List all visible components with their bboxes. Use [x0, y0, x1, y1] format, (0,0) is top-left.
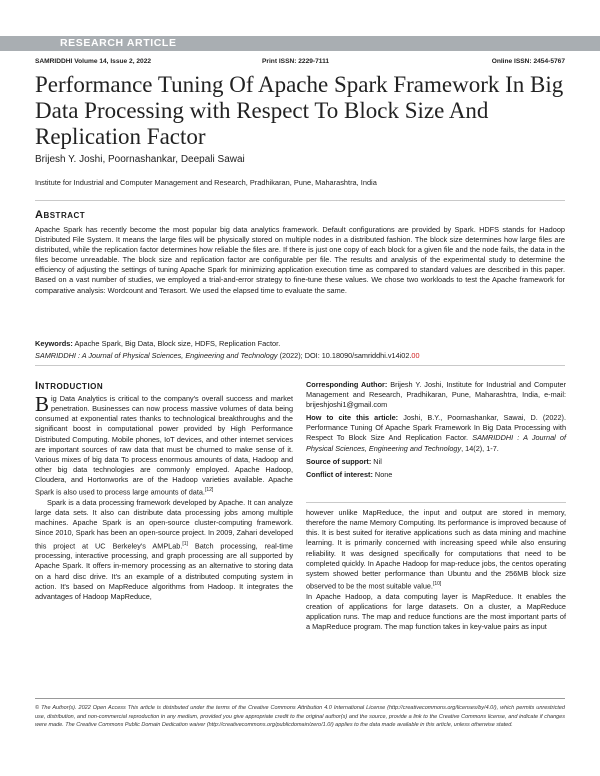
online-issn: Online ISSN: 2454-5767: [491, 58, 565, 65]
how-to-cite: How to cite this article: Joshi, B.Y., Poornashankar, Sawai, D. (2022). Performance Tuning Of Apache Spark Framework In Big Data Processing with Respect To Block Size And Replication Factor. SAMRIDDHI : A Journal of Physical Sciences, Engineering and Technology, 14(2), 1-7.: [306, 413, 566, 453]
author-list: Brijesh Y. Joshi, Poornashankar, Deepali Sawai: [35, 154, 245, 165]
divider-info: [306, 502, 566, 503]
abstract-citation: [35, 351, 565, 361]
paper-title: Performance Tuning Of Apache Spark Framework In Big Data Processing with Respect To Block Size And Replication Factor: [35, 72, 564, 149]
ref-12[interactable]: [12]: [204, 487, 214, 494]
ref-1[interactable]: [1]: [182, 540, 188, 547]
right-paragraph-1: however unlike MapReduce, the input and output are stored in memory, therefore the name Memory Computing. Its performance is improved because of this. It is best suited for iterative applications such as data mining and machine learning. It is primarily concerned with increasing speed while also ensuring reliability. It was designed specifically for computations that need to be completed quickly. In Apache Hadoop for map-reduce jobs, the centos operating system showed better performance than Ubuntu and the 256MB block size observed to be the most suitable value.[10]: [306, 508, 566, 591]
intro-paragraph-2: Spark is a data processing framework developed by Apache. It can analyze large data sets. It also can distribute data processing jobs among multiple machines. Apache Spark is an open-source cluster-computing framework. Since 2010, Spark has been an open-source project. In 2009, Zahari developed this project at UC Berkeley's AMPLab.[1] Batch processing, real-time processing, interactive processing, and graph processing are all supported by Apache Spark. It offers in-memory processing as an alternative to storing data on a hard disc drive. It's an example of a distributed computing system in action. It's based on MapReduce algorithms from Hadoop. It integrates the advantages of Hadoop MapReduce,: [35, 497, 293, 601]
keywords: [35, 339, 565, 349]
introduction-column: [35, 394, 293, 602]
article-info-box: [306, 380, 566, 483]
citation-doi-suffix: 00: [411, 351, 420, 360]
print-issn: Print ISSN: 2229-7111: [262, 58, 330, 65]
introduction-heading: Introduction: [35, 380, 104, 392]
ref-10[interactable]: [10]: [432, 581, 442, 588]
abstract-heading: Abstract: [35, 209, 86, 221]
intro-dropcap: B: [35, 392, 50, 416]
conflict-of-interest: Conflict of interest: None: [306, 469, 393, 479]
abstract-text: Apache Spark has recently become the most popular big data analytics framework. Default configurations are provided by Spark. HDFS stands for Hadoop Distributed File System. It means the large files will be physically stored on multiple nodes in a distributed fashion. The block size determines how large files are distributed, while the replication factor determines how reliable the files are. If there is just one copy of each block for a given file and the node fails, the data in the files become unreadable. The block size and replication factor are configurable per file. The results and analysis of the experimental study to determine the efficiency of adjusting the settings of tuning Apache Spark for minimizing application execution time as compared to standard values are described in this paper. Based on a vast number of studies, we employed a trial-and-error strategy to fine-tune these values. We chose two workloads to test the Apache framework for comparative analysis: Wordcount and Terasort. We used the elapsed time to evaluate the same.: [35, 225, 565, 295]
affiliation: Institute for Industrial and Computer Management and Research, Pradhikaran, Pune, Maharashtra, India: [35, 178, 377, 187]
journal-volume: SAMRIDDHI Volume 14, Issue 2, 2022: [35, 58, 152, 65]
right-paragraph-2: In Apache Hadoop, a data computing layer is MapReduce. It enables the creation of applications for large datasets. On a cluster, a MapReduce application runs. The map and reduce functions are the most important parts of a MapReduce program. The map function takes in key-value pairs as input: [306, 591, 566, 632]
divider-mid: [35, 365, 565, 366]
citation-journal: SAMRIDDHI : A Journal of Physical Sciences, Engineering and Technology: [35, 351, 278, 360]
source-of-support: Source of support: Nil: [306, 456, 382, 466]
license-footnote: © The Author(s). 2022 Open Access This article is distributed under the terms of the Creative Commons Attribution 4.0 International License (http://creativecommons.org/licenses/by/4.0/), which permits unrestricted use, distribution, and non-commercial reproduction in any medium, provided you give appropriate credit to the original author(s) and the source, provide a link to the Creative Commons license, and indicate if changes were made. The Creative Commons Public Domain Dedication waiver (http://creativecommons.org/publicdomain/zero/1.0/) applies to the data made available in this article, unless otherwise stated.: [35, 705, 565, 729]
keywords-list: Apache Spark, Big Data, Block size, HDFS, Replication Factor.: [74, 339, 281, 348]
divider-footnote: [35, 698, 565, 699]
article-type-banner: [0, 36, 600, 51]
citation-doi: (2022); DOI: 10.18090/samriddhi.v14i02.: [279, 351, 412, 360]
intro-paragraph-1: Big Data Analytics is critical to the company's overall success and market penetration. Businesses can now process massive volumes of data being consumed at exponential rates thanks to technological breakthroughs and the significant boost in computational power provided by High Performance Distributed Computing. Mobile phones, IoT devices, and other internet services are important sources of raw data that must be churned to make sense of it. Various mixes of big data To process enormous amounts of data, Hadoop and other big data technologies are commonly employed. Apache Hadoop, Cloudera, and Hortonworks are of the Hadoop varieties available. Apache Spark is also used to process large amounts of data.[12]: [35, 392, 293, 497]
divider-top: [35, 200, 565, 201]
article-type-label: RESEARCH ARTICLE: [60, 37, 177, 49]
corresponding-author: Corresponding Author: Brijesh Y. Joshi, Institute for Industrial and Computer Management and Research, Pradhikaran, Pune, Maharashtra, India, e-mail: brijeshjoshi1@gmail.com: [306, 380, 567, 410]
right-text-column: [306, 508, 566, 632]
keywords-label: Keywords:: [35, 339, 73, 348]
